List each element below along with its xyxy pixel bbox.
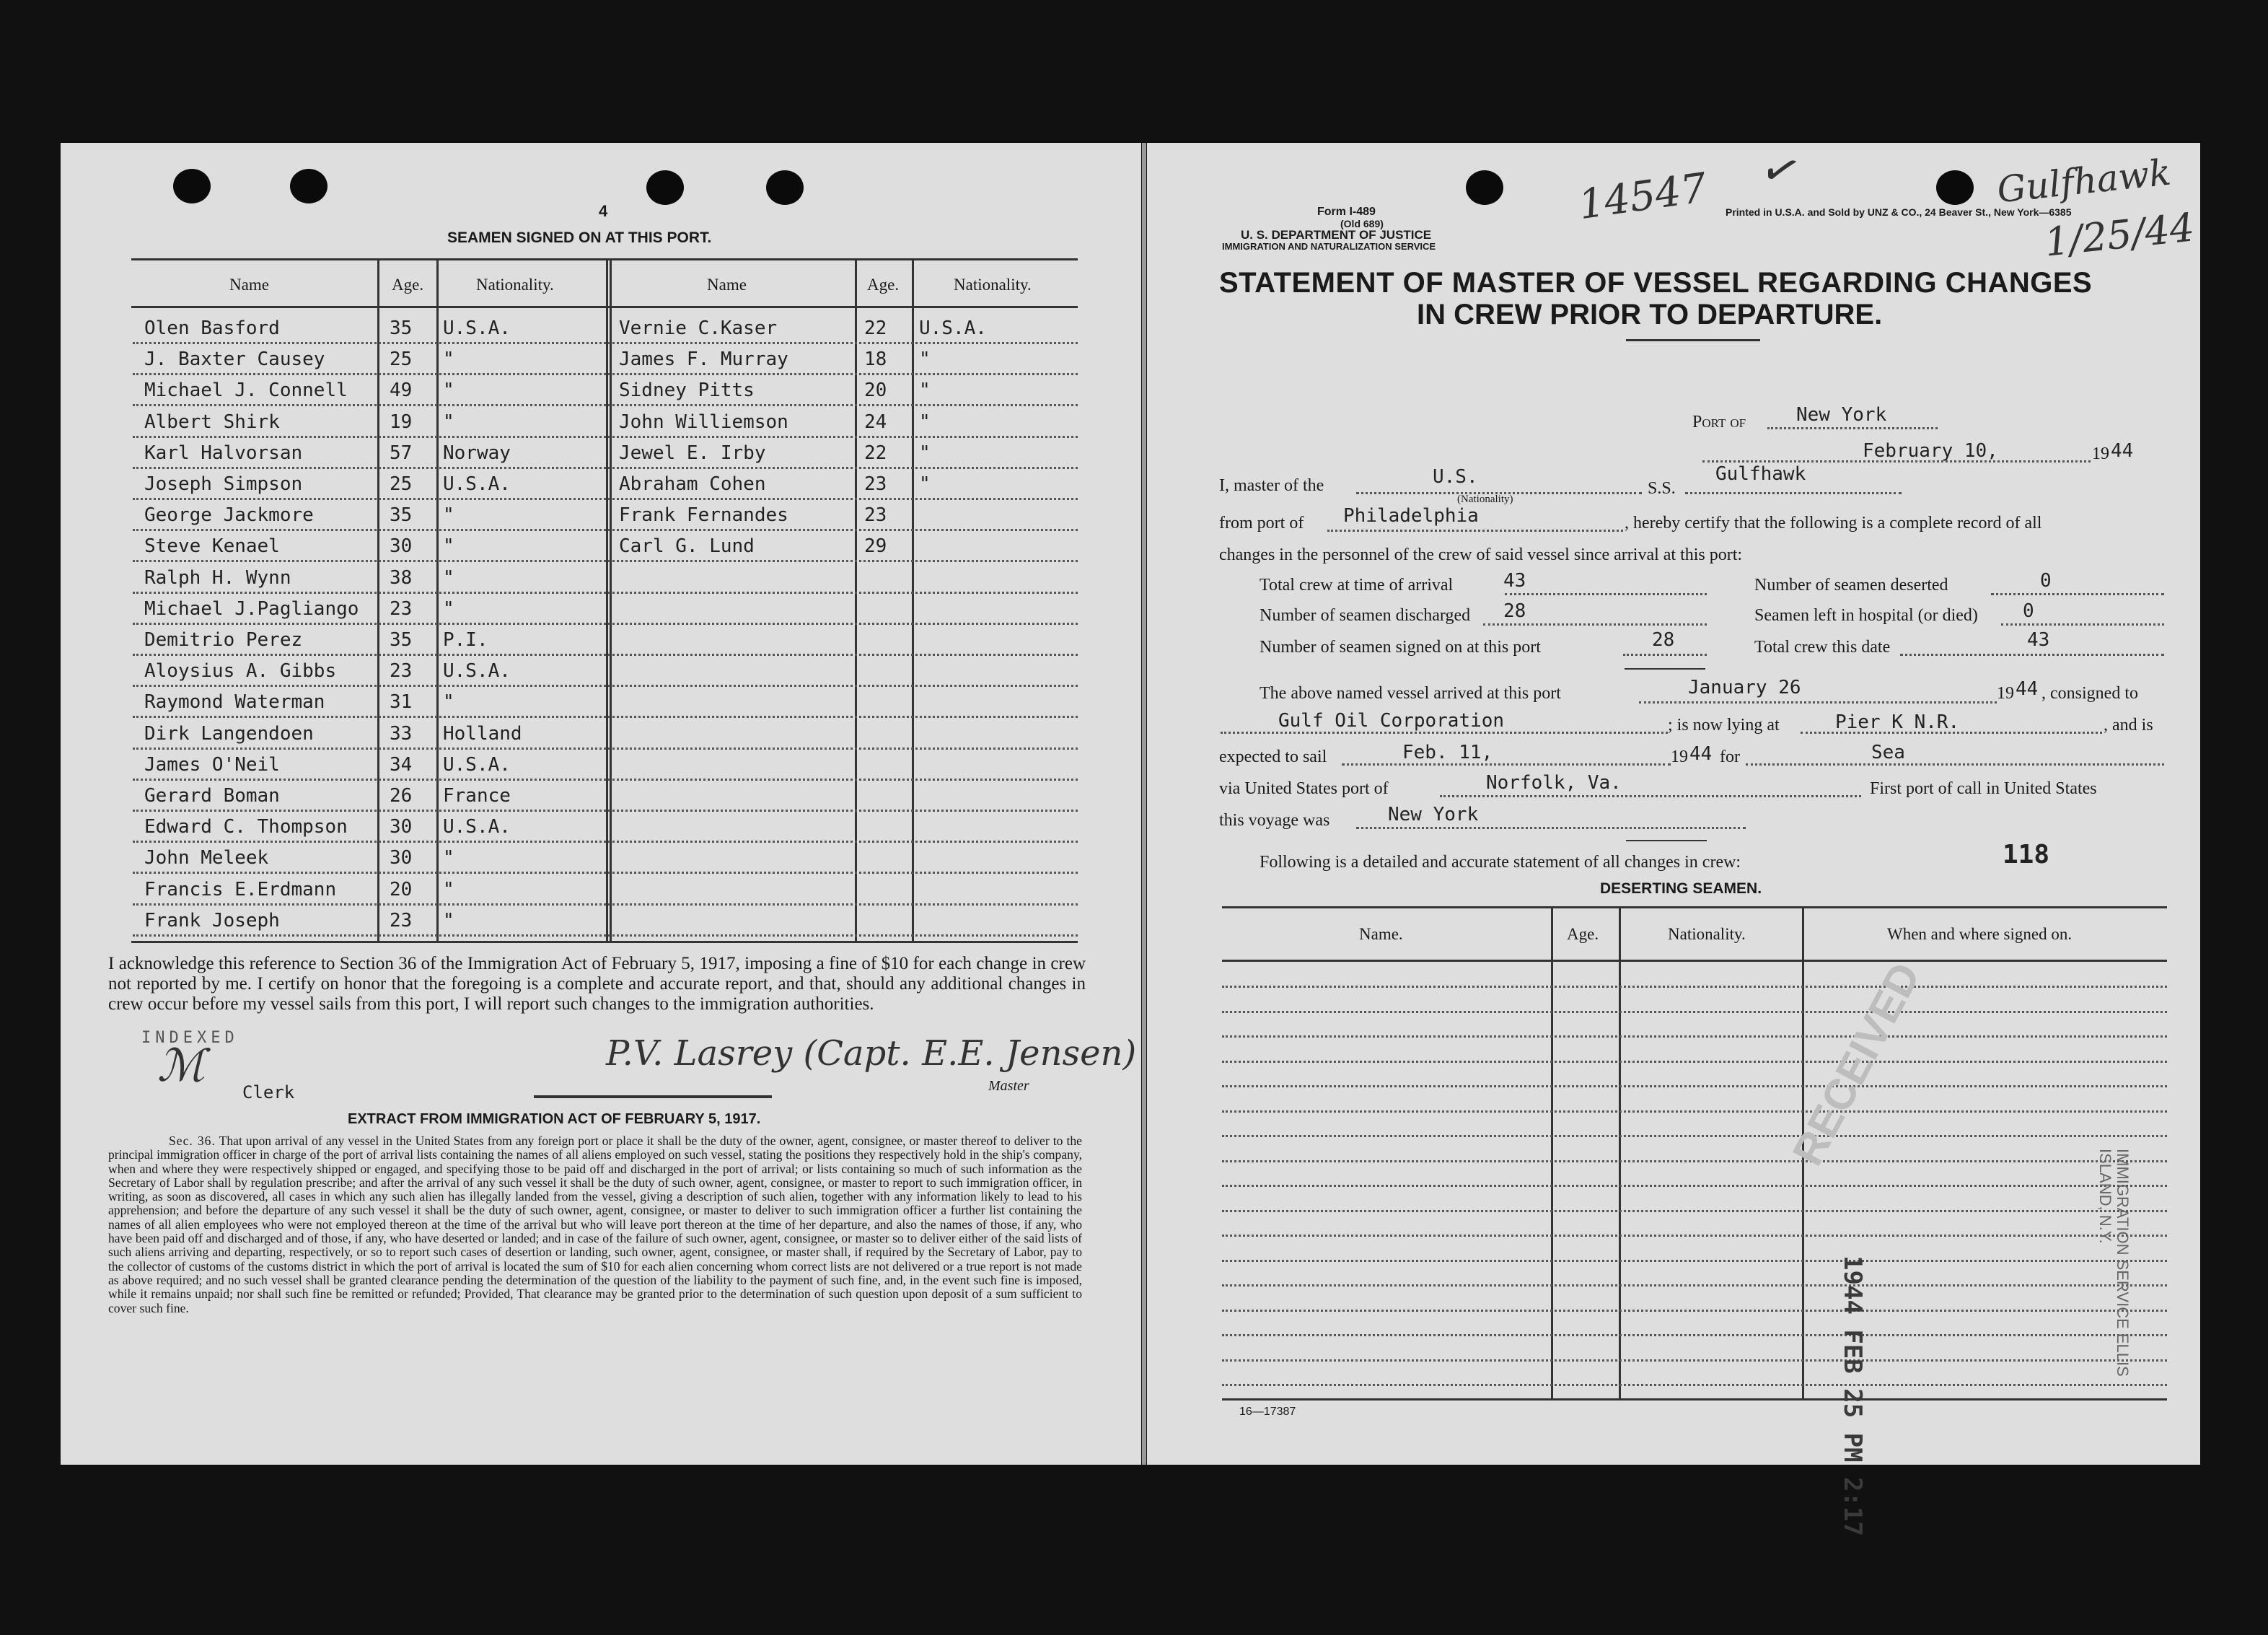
punch-hole bbox=[173, 169, 211, 203]
seaman-name: Karl Halvorsan bbox=[144, 442, 303, 464]
seaman-age: 35 bbox=[390, 504, 413, 527]
seaman-nationality: P.I. bbox=[443, 629, 488, 651]
row-rule bbox=[133, 560, 1078, 562]
handwritten-date: 1/25/44 bbox=[2042, 204, 2197, 266]
row-rule bbox=[133, 373, 1078, 375]
deserting-row-rule bbox=[1222, 1011, 2167, 1013]
signed-on-label: Number of seamen signed on at this port bbox=[1260, 638, 1541, 657]
row-rule bbox=[133, 592, 1078, 594]
total-crew-arrival-label: Total crew at time of arrival bbox=[1260, 576, 1454, 595]
seaman-age: 23 bbox=[390, 909, 413, 932]
seaman-name: Ralph H. Wynn bbox=[144, 566, 291, 589]
first-port-value: New York bbox=[1388, 804, 1479, 825]
table-divider bbox=[610, 258, 612, 941]
title-underline bbox=[1626, 339, 1760, 341]
seaman-age: 25 bbox=[390, 473, 413, 495]
col-header-age: Age. bbox=[392, 276, 424, 294]
extract-section-label: Sec. 36. bbox=[169, 1134, 216, 1148]
seaman-age: 33 bbox=[390, 722, 413, 745]
seaman-age: 22 bbox=[864, 317, 887, 339]
seaman-age: 30 bbox=[390, 535, 413, 558]
handwritten-ship-name: Gulfhawk bbox=[1995, 151, 2174, 211]
deserting-row-rule bbox=[1222, 1110, 2167, 1113]
seaman-name: John Meleek bbox=[144, 847, 269, 869]
deserting-row-rule bbox=[1222, 1334, 2167, 1336]
col-header-nationality: Nationality. bbox=[476, 276, 554, 294]
seaman-name: Jewel E. Irby bbox=[619, 442, 766, 464]
deserting-row-rule bbox=[1222, 1035, 2167, 1038]
hospital-count: 0 bbox=[2023, 600, 2034, 622]
nationality-caption: (Nationality) bbox=[1457, 494, 1513, 505]
arrived-year: 44 bbox=[2016, 678, 2039, 700]
vessel-name: Gulfhawk bbox=[1715, 463, 1806, 485]
table-divider bbox=[855, 258, 857, 941]
printer-credit: Printed in U.S.A. and Sold by UNZ & CO., 24 Beaver St., New York—6385 bbox=[1726, 206, 2072, 218]
date-value: February 10, bbox=[1863, 440, 1998, 462]
table-divider bbox=[377, 258, 379, 941]
seaman-nationality: " bbox=[443, 909, 454, 932]
department-name: U. S. DEPARTMENT OF JUSTICE bbox=[1241, 228, 1432, 242]
clerk-initials: ℳ bbox=[157, 1039, 206, 1092]
arrived-label: The above named vessel arrived at this port bbox=[1260, 684, 1561, 703]
record-number: 118 bbox=[2003, 840, 2050, 869]
row-rule bbox=[133, 779, 1078, 781]
seaman-name: Raymond Waterman bbox=[144, 691, 325, 714]
punch-hole bbox=[1936, 170, 1974, 205]
table-divider bbox=[1551, 906, 1553, 1398]
seaman-nationality: " bbox=[919, 380, 931, 402]
year-value: 44 bbox=[2111, 440, 2134, 462]
seaman-nationality: U.S.A. bbox=[443, 317, 511, 339]
deserting-table-header-rule bbox=[1222, 960, 2167, 962]
punch-hole bbox=[646, 170, 684, 205]
seaman-name: Olen Basford bbox=[144, 317, 280, 339]
form-title-line2: IN CREW PRIOR TO DEPARTURE. bbox=[1417, 299, 1883, 330]
seaman-name: Vernie C.Kaser bbox=[619, 317, 778, 339]
seaman-nationality: " bbox=[443, 411, 454, 433]
seaman-name: Demitrio Perez bbox=[144, 629, 303, 651]
seaman-age: 49 bbox=[390, 380, 413, 402]
seaman-age: 23 bbox=[390, 660, 413, 683]
nationality-value: U.S. bbox=[1433, 466, 1478, 488]
row-rule bbox=[133, 529, 1078, 531]
discharged-count: 28 bbox=[1503, 600, 1526, 622]
col-header-name: Name bbox=[707, 276, 747, 294]
seaman-age: 26 bbox=[390, 785, 413, 807]
time-stamp: 1944 FEB 25 PM 2:17 bbox=[1838, 1255, 1867, 1536]
arrived-line bbox=[1639, 701, 1997, 703]
deserted-count: 0 bbox=[2040, 570, 2052, 592]
seaman-age: 24 bbox=[864, 411, 887, 433]
deserting-row-rule bbox=[1222, 1310, 2167, 1312]
table-top-rule bbox=[131, 258, 1078, 260]
seaman-nationality: " bbox=[443, 691, 454, 714]
seaman-name: Carl G. Lund bbox=[619, 535, 755, 558]
deserting-row-rule bbox=[1222, 1235, 2167, 1237]
deserting-row-rule bbox=[1222, 1085, 2167, 1087]
form-number: Form I-489 bbox=[1317, 206, 1376, 218]
and-is-label: , and is bbox=[2104, 716, 2153, 735]
count-line bbox=[2001, 623, 2164, 626]
count-line bbox=[1991, 593, 2164, 595]
punch-hole bbox=[1466, 170, 1503, 205]
deserting-row-rule bbox=[1222, 986, 2167, 988]
deserting-row-rule bbox=[1222, 1210, 2167, 1212]
seaman-nationality: " bbox=[443, 878, 454, 900]
deserting-table-bottom bbox=[1222, 1398, 2167, 1401]
deserting-col-age: Age. bbox=[1567, 925, 1599, 943]
date-line bbox=[1702, 460, 2091, 463]
changes-text: changes in the personnel of the crew of said vessel since arrival at this port: bbox=[1219, 545, 1743, 564]
via-line bbox=[1440, 795, 1861, 797]
table-divider bbox=[1619, 906, 1621, 1398]
count-line bbox=[1483, 623, 1707, 626]
seaman-name: J. Baxter Causey bbox=[144, 349, 325, 371]
seaman-name: Frank Fernandes bbox=[619, 504, 788, 527]
punch-hole bbox=[766, 170, 804, 205]
page-number: 4 bbox=[599, 202, 608, 220]
seaman-age: 20 bbox=[390, 878, 413, 900]
table-divider bbox=[436, 258, 439, 941]
deserting-row-rule bbox=[1222, 1359, 2167, 1362]
sail-date: Feb. 11, bbox=[1402, 742, 1493, 763]
seaman-nationality: U.S.A. bbox=[443, 816, 511, 838]
count-line bbox=[1623, 654, 1707, 656]
deserting-heading: DESERTING SEAMEN. bbox=[1600, 880, 1762, 897]
seaman-name: Francis E.Erdmann bbox=[144, 878, 337, 900]
seaman-age: 30 bbox=[390, 816, 413, 838]
seaman-nationality: " bbox=[919, 411, 931, 433]
seaman-nationality: " bbox=[443, 847, 454, 869]
voyage-line bbox=[1356, 827, 1746, 829]
row-rule bbox=[133, 841, 1078, 843]
count-line bbox=[1505, 593, 1707, 595]
seaman-age: 23 bbox=[390, 597, 413, 620]
seaman-name: Aloysius A. Gibbs bbox=[144, 660, 337, 683]
seaman-nationality: " bbox=[919, 349, 931, 371]
deserted-label: Number of seamen deserted bbox=[1754, 576, 1948, 595]
seaman-nationality: Norway bbox=[443, 442, 511, 464]
deserting-row-rule bbox=[1222, 1384, 2167, 1386]
punch-hole bbox=[290, 169, 328, 203]
seaman-nationality: U.S.A. bbox=[443, 753, 511, 776]
seaman-name: Abraham Cohen bbox=[619, 473, 766, 495]
seaman-name: James F. Murray bbox=[619, 349, 788, 371]
seaman-name: Frank Joseph bbox=[144, 909, 280, 932]
seaman-name: Sidney Pitts bbox=[619, 380, 755, 402]
port-line bbox=[1767, 427, 1938, 429]
row-rule bbox=[133, 436, 1078, 438]
seaman-age: 31 bbox=[390, 691, 413, 714]
seaman-nationality: " bbox=[443, 597, 454, 620]
hospital-label: Seamen left in hospital (or died) bbox=[1754, 606, 1978, 625]
from-port-line bbox=[1327, 530, 1623, 532]
signed-on-count: 28 bbox=[1652, 629, 1675, 651]
seaman-nationality: " bbox=[919, 473, 931, 495]
from-port-label: from port of bbox=[1219, 514, 1304, 532]
seaman-name: Michael J. Connell bbox=[144, 380, 348, 402]
seaman-age: 38 bbox=[390, 566, 413, 589]
seaman-nationality: " bbox=[443, 504, 454, 527]
seaman-nationality: " bbox=[443, 535, 454, 558]
seaman-nationality: U.S.A. bbox=[443, 473, 511, 495]
total-crew-date-label: Total crew this date bbox=[1754, 638, 1891, 657]
deserting-row-rule bbox=[1222, 1260, 2167, 1262]
port-value: New York bbox=[1796, 404, 1887, 426]
seaman-age: 30 bbox=[390, 847, 413, 869]
seaman-age: 25 bbox=[390, 349, 413, 371]
seaman-age: 23 bbox=[864, 473, 887, 495]
table-divider bbox=[912, 258, 914, 941]
seaman-name: Albert Shirk bbox=[144, 411, 280, 433]
seaman-age: 23 bbox=[864, 504, 887, 527]
row-rule bbox=[133, 498, 1078, 500]
total-crew-arrival: 43 bbox=[1503, 570, 1526, 592]
lying-line bbox=[1801, 732, 2102, 734]
count-line bbox=[1900, 654, 2164, 656]
certify-text: , hereby certify that the following is a complete record of all bbox=[1625, 514, 2042, 532]
master-label: Master bbox=[988, 1078, 1029, 1094]
deserting-row-rule bbox=[1222, 1160, 2167, 1162]
row-rule bbox=[133, 748, 1078, 750]
row-rule bbox=[133, 685, 1078, 687]
table-header-rule bbox=[131, 306, 1078, 308]
seaman-nationality: Holland bbox=[443, 722, 522, 745]
row-rule bbox=[133, 872, 1078, 874]
acknowledgment-text: I acknowledge this reference to Section 36 of the Immigration Act of February 5, 1917, imposing a fine of $10 for each change in crew not reported by me. I certify on honor that the foregoing is a complete and accurate report, and that, should any additional changes in crew occur before my vessel sails from this port, I will report such changes to the immigration authorities. bbox=[108, 954, 1086, 1014]
row-rule bbox=[133, 903, 1078, 906]
lying-at: Pier K N.R. bbox=[1835, 711, 1960, 733]
seaman-age: 18 bbox=[864, 349, 887, 371]
vessel-line bbox=[1685, 492, 1902, 494]
extract-text bbox=[108, 1134, 1082, 1315]
received-stamp: RECEIVED bbox=[1783, 955, 1930, 1173]
deserting-col-name: Name. bbox=[1359, 925, 1403, 943]
extract-body: That upon arrival of any vessel in the United States from any foreign port or place it shall be the duty of the owner, agent, consignee, or master thereof to deliver to the principal immigration officer in charge of the port of arrival lists containing the names of all aliens employed on such vessel, stating the positions they respectively hold in the ship's company, when and where they were respectively shipped or engaged, and specifying those to be paid off and discharged in the port of arrival; or lists containing so much of such information as the Secretary of Labor shall by regulation prescribe; and after the arrival of any such vessel it shall be the duty of such owner, agent, consignee, or master to report to such immigration officer, in writing, as soon as discovered, all cases in which any such alien has illegally landed from the vessel, giving a description of such alien, together with any information likely to lead to his apprehension; and before the departure of any such vessel it shall be the duty of such owner, agent, consignee, or master to deliver to such immigration officer a further list containing the names of all alien employees who were not employed thereon at the time of the arrival but who will leave port thereon at the time of her departure, and also the names of those, if any, who have been paid off and discharged and of those, if any, who have deserted or landed; and in case of the failure of such owner, agent, consignee, or master so to deliver either of the said lists of such aliens arriving and departing, respectively, or so to report such cases of desertion or landing, such owner, agent, consignee, or master shall, if required by the Secretary of Labor, pay to the collector of customs of the customs district in which the port of arrival is located the sum of $10 for each alien concerning whom correct lists are not delivered or a true report is not made as above required; and no such vessel shall be granted clearance pending the determination of the question of the liability to the payment of such fine, and, in the event such fine is imposed, while it remains unpaid; nor shall such fine be remitted or refunded; Provided, That clearance may be granted prior to the determination of such question upon deposit of a sum sufficient to cover such fine. bbox=[108, 1134, 1082, 1315]
form-title-line1: STATEMENT OF MASTER OF VESSEL REGARDING CHANGES bbox=[1219, 267, 2093, 299]
seaman-name: James O'Neil bbox=[144, 753, 280, 776]
deserting-row-rule bbox=[1222, 1061, 2167, 1063]
deserting-row-rule bbox=[1222, 1135, 2167, 1137]
lying-label: ; is now lying at bbox=[1668, 716, 1780, 735]
arrived-date: January 26 bbox=[1688, 677, 1801, 698]
sail-line bbox=[1342, 763, 1671, 766]
short-rule bbox=[1626, 840, 1707, 841]
seaman-nationality: U.S.A. bbox=[919, 317, 987, 339]
footer-code: 16—17387 bbox=[1239, 1406, 1296, 1418]
extract-title: EXTRACT FROM IMMIGRATION ACT OF FEBRUARY 5, 1917. bbox=[348, 1111, 761, 1127]
seaman-age: 35 bbox=[390, 317, 413, 339]
port-label: Port of bbox=[1692, 413, 1746, 431]
seaman-age: 29 bbox=[864, 535, 887, 558]
from-port-value: Philadelphia bbox=[1343, 505, 1479, 527]
via-label: via United States port of bbox=[1219, 779, 1389, 798]
deserting-col-nationality: Nationality. bbox=[1668, 925, 1746, 943]
indexed-stamp: INDEXED bbox=[141, 1029, 239, 1047]
seaman-name: John Williemson bbox=[619, 411, 788, 433]
seaman-age: 20 bbox=[864, 380, 887, 402]
seaman-nationality: " bbox=[443, 566, 454, 589]
master-of-label: I, master of the bbox=[1219, 476, 1324, 495]
row-rule bbox=[133, 342, 1078, 344]
sail-year: 44 bbox=[1689, 743, 1713, 765]
seaman-nationality: " bbox=[919, 442, 931, 464]
seaman-name: Dirk Langendoen bbox=[144, 722, 314, 745]
seaman-age: 57 bbox=[390, 442, 413, 464]
col-header-nationality: Nationality. bbox=[954, 276, 1032, 294]
row-rule bbox=[133, 716, 1078, 718]
seaman-name: George Jackmore bbox=[144, 504, 314, 527]
table-divider bbox=[606, 258, 608, 941]
seaman-age: 34 bbox=[390, 753, 413, 776]
following-label: Following is a detailed and accurate statement of all changes in crew: bbox=[1260, 853, 1741, 872]
row-rule bbox=[133, 654, 1078, 656]
discharged-label: Number of seamen discharged bbox=[1260, 606, 1471, 625]
row-rule bbox=[133, 810, 1078, 812]
total-crew-date: 43 bbox=[2027, 629, 2050, 651]
seaman-name: Joseph Simpson bbox=[144, 473, 303, 495]
service-name: IMMIGRATION AND NATURALIZATION SERVICE bbox=[1222, 241, 1436, 252]
master-signature: P.V. Lasrey (Capt. E.E. Jensen) bbox=[606, 1033, 1137, 1074]
consigned-label: , consigned to bbox=[2041, 684, 2138, 703]
seaman-age: 35 bbox=[390, 629, 413, 651]
deserting-row-rule bbox=[1222, 1185, 2167, 1187]
destination-line bbox=[1746, 763, 2164, 766]
deserting-col-signed: When and where signed on. bbox=[1887, 925, 2073, 943]
sail-year-prefix: 19 bbox=[1671, 748, 1688, 766]
seaman-name: Michael J.Pagliango bbox=[144, 597, 359, 620]
row-rule bbox=[133, 404, 1078, 406]
col-header-name: Name bbox=[229, 276, 269, 294]
voyage-label: this voyage was bbox=[1219, 811, 1330, 830]
arrived-year-prefix: 19 bbox=[1997, 684, 2014, 703]
for-label: for bbox=[1720, 748, 1740, 766]
seaman-name: Edward C. Thompson bbox=[144, 816, 348, 838]
seaman-nationality: " bbox=[443, 349, 454, 371]
table-bottom-rule bbox=[131, 941, 1078, 943]
seaman-age: 19 bbox=[390, 411, 413, 433]
form-old-number: (Old 689) bbox=[1340, 218, 1384, 229]
check-mark-icon: ✓ bbox=[1754, 139, 1808, 203]
service-stamp: IMMIGRATION SERVICE ELLIS ISLAND, N.Y. bbox=[2096, 1149, 2132, 1377]
seaman-nationality: " bbox=[443, 380, 454, 402]
seaman-nationality: U.S.A. bbox=[443, 660, 511, 683]
ss-label: S.S. bbox=[1648, 479, 1676, 498]
consignee: Gulf Oil Corporation bbox=[1278, 710, 1505, 732]
year-prefix: 19 bbox=[2092, 444, 2109, 463]
row-rule bbox=[133, 934, 1078, 937]
seaman-nationality: France bbox=[443, 785, 511, 807]
consignee-line bbox=[1221, 732, 1668, 734]
row-rule bbox=[133, 623, 1078, 625]
seaman-name: Steve Kenael bbox=[144, 535, 280, 558]
row-rule bbox=[133, 467, 1078, 469]
deserting-table-top bbox=[1222, 906, 2167, 908]
seaman-name: Gerard Boman bbox=[144, 785, 280, 807]
first-port-label: First port of call in United States bbox=[1870, 779, 2097, 798]
short-rule bbox=[1625, 668, 1705, 670]
seaman-age: 22 bbox=[864, 442, 887, 464]
handwritten-file-number: 14547 bbox=[1575, 164, 1710, 229]
destination: Sea bbox=[1871, 742, 1905, 763]
deserting-row-rule bbox=[1222, 1284, 2167, 1286]
clerk-label: Clerk bbox=[242, 1082, 295, 1103]
col-header-age: Age. bbox=[867, 276, 900, 294]
expected-label: expected to sail bbox=[1219, 748, 1327, 766]
via-port: Norfolk, Va. bbox=[1486, 772, 1622, 794]
seamen-signed-heading: SEAMEN SIGNED ON AT THIS PORT. bbox=[447, 229, 712, 246]
signature-rule bbox=[534, 1095, 772, 1098]
page-spine bbox=[1142, 143, 1146, 1465]
